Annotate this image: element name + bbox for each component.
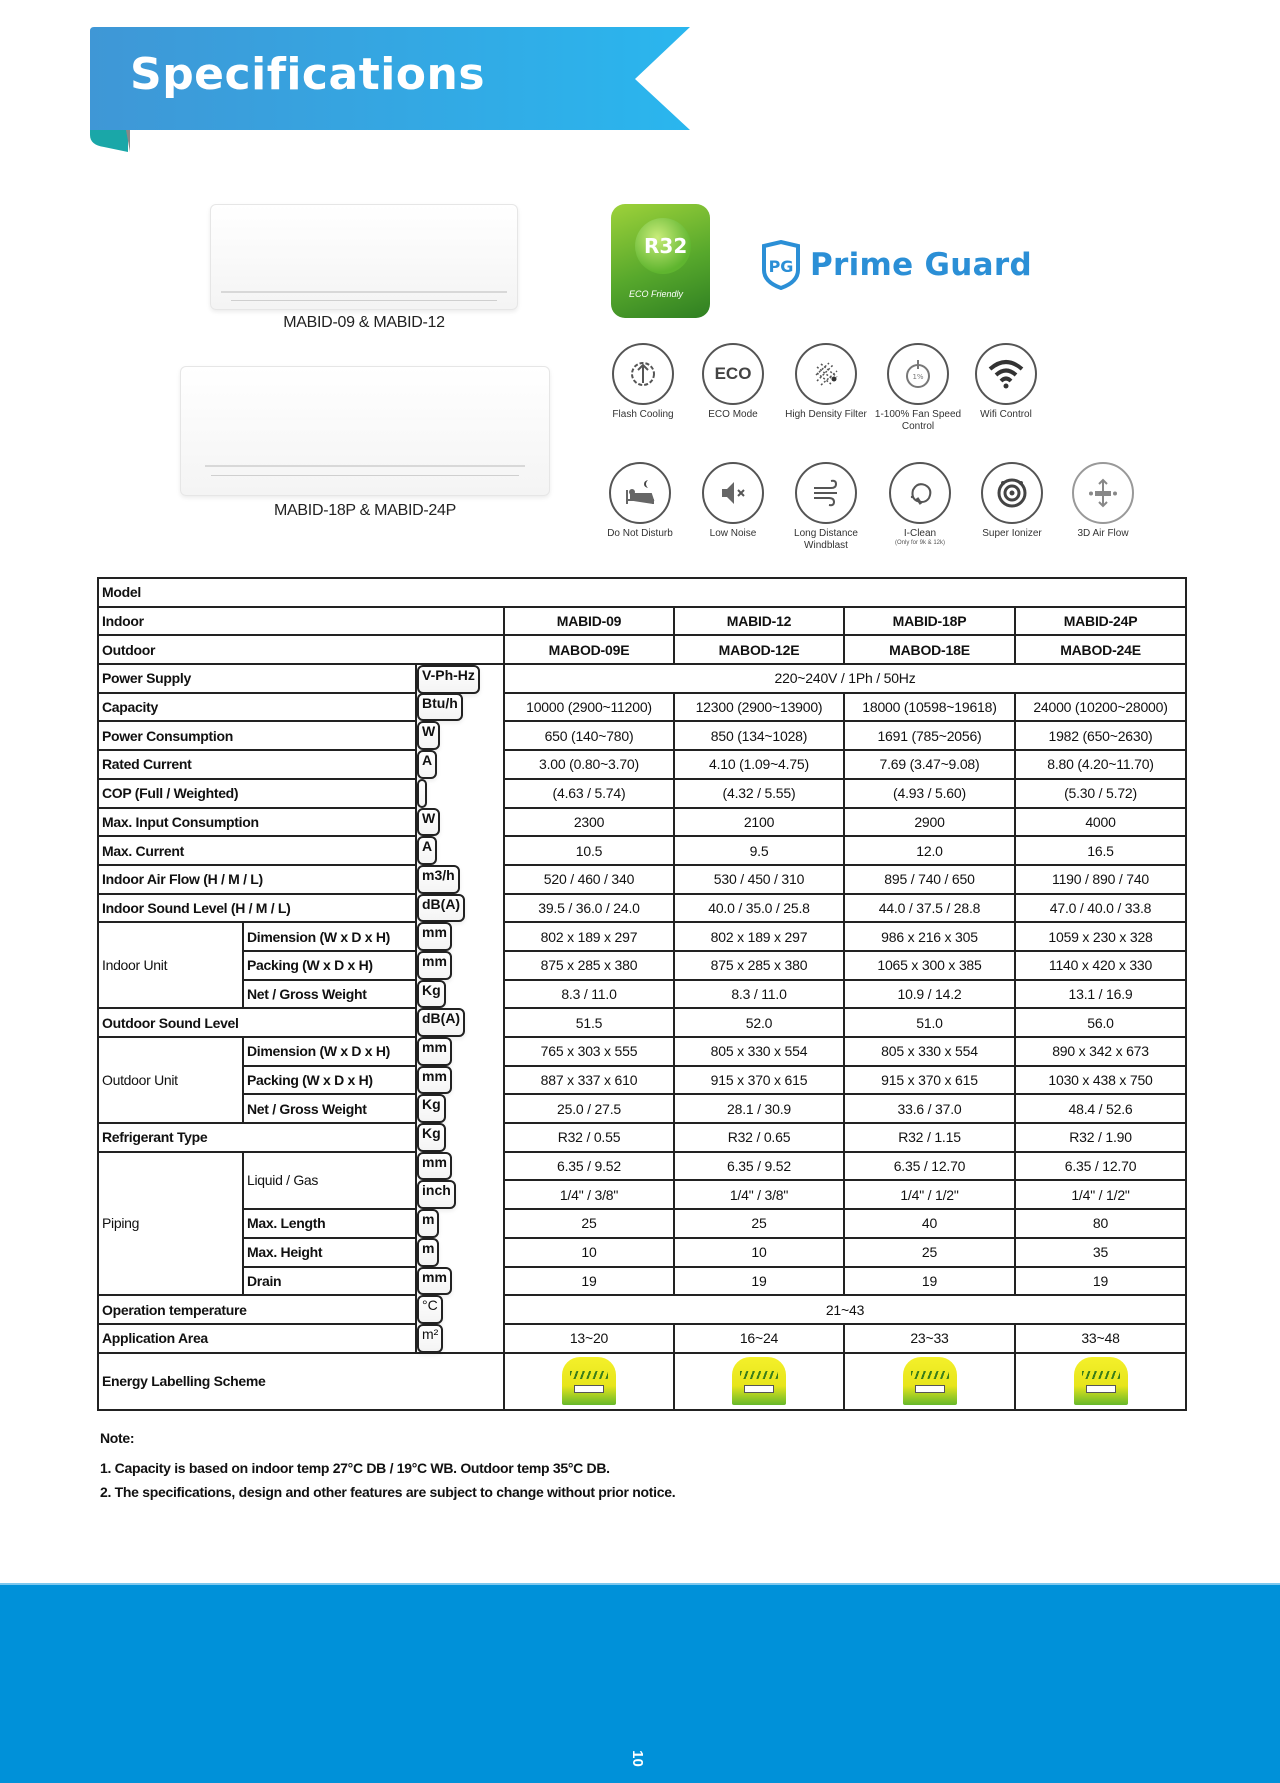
energy-label-icon — [562, 1357, 616, 1405]
brand-logo — [760, 240, 1032, 290]
outdoor-model: MABOD-09E — [504, 635, 674, 664]
svg-text:PG: PG — [768, 257, 794, 276]
ionizer-icon — [981, 462, 1043, 524]
outdoor-model: MABOD-24E — [1015, 635, 1186, 664]
svg-text:1%: 1% — [912, 373, 924, 381]
feature-low-noise — [683, 462, 783, 540]
r32-eco-badge — [611, 204, 710, 318]
feature-do-not-disturb — [590, 462, 690, 540]
feature-i-clean — [870, 462, 970, 547]
filter-icon — [795, 343, 857, 405]
feature-eco-mode — [683, 343, 783, 421]
table-row-piping: Piping Liquid / Gas mm 6.35 / 9.52 6.35 / 9.52 6.35 / 12.70 6.35 / 12.70 — [98, 1152, 1186, 1181]
section-banner — [90, 27, 690, 130]
indoor-model: MABID-12 — [674, 607, 844, 636]
feature-fan-speed — [868, 343, 968, 433]
table-row: inch 1/4" / 3/8" 1/4" / 3/8" 1/4" / 1/2" 1/4" / 1/2" — [98, 1180, 1186, 1209]
table-row-model — [98, 578, 1186, 607]
table-row-power-supply: Power Supply V-Ph-Hz 220~240V / 1Ph / 50Hz — [98, 664, 1186, 693]
table-row-outdoor-models: Outdoor MABOD-09E MABOD-12E MABOD-18E MABOD-24E — [98, 635, 1186, 664]
table-row-energy-label: Energy Labelling Scheme — [98, 1353, 1186, 1410]
product-label-large: MABID-18P & MABID-24P — [274, 502, 456, 519]
r32-text: R32 — [644, 234, 688, 258]
shield-icon — [760, 240, 802, 290]
feature-label: Low Noise — [709, 528, 757, 539]
feature-label: High Density Filter — [785, 409, 867, 420]
table-row: COP (Full / Weighted) (4.63 / 5.74) (4.32 / 5.55) (4.93 / 5.60) (5.30 / 5.72) — [98, 779, 1186, 808]
table-row: Max. Height m 10 10 25 35 — [98, 1238, 1186, 1267]
note-item: 1. Capacity is based on indoor temp 27°C DB / 19°C WB. Outdoor temp 35°C DB. — [100, 1460, 610, 1476]
table-row: Max. Current A 10.5 9.5 12.0 16.5 — [98, 836, 1186, 865]
indoor-unit-image-small — [210, 204, 518, 310]
feature-label: 3D Air Flow — [1077, 528, 1129, 539]
table-row: Drain mm 19 19 19 19 — [98, 1267, 1186, 1296]
table-row-outdoor-sound: Outdoor Sound Level dB(A) 51.5 52.0 51.0 56.0 — [98, 1008, 1186, 1037]
table-row: Net / Gross Weight Kg 25.0 / 27.5 28.1 / 30.9 33.6 / 37.0 48.4 / 52.6 — [98, 1094, 1186, 1123]
table-row: Packing (W x D x H) mm 887 x 337 x 610 915 x 370 x 615 915 x 370 x 615 1030 x 438 x 750 — [98, 1066, 1186, 1095]
feature-label: Long Distance Windblast — [794, 528, 858, 551]
feature-wifi-control — [956, 343, 1056, 421]
table-row-indoor-models: Indoor MABID-09 MABID-12 MABID-18P MABID-24P — [98, 607, 1186, 636]
feature-3d-air-flow — [1053, 462, 1153, 540]
table-row: Net / Gross Weight Kg 8.3 / 11.0 8.3 / 11.0 10.9 / 14.2 13.1 / 16.9 — [98, 980, 1186, 1009]
feature-flash-cooling — [593, 343, 693, 421]
indoor-model: MABID-18P — [844, 607, 1015, 636]
table-row-refrigerant: Refrigerant Type Kg R32 / 0.55 R32 / 0.65 R32 / 1.15 R32 / 1.90 — [98, 1123, 1186, 1152]
indoor-model: MABID-09 — [504, 607, 674, 636]
table-row: Max. Input Consumption W 2300 2100 2900 4000 — [98, 808, 1186, 837]
wifi-icon — [975, 343, 1037, 405]
table-row: Rated Current A 3.00 (0.80~3.70) 4.10 (1.09~4.75) 7.69 (3.47~9.08) 8.80 (4.20~11.70) — [98, 750, 1186, 779]
table-row-outdoor-unit: Outdoor Unit Dimension (W x D x H) mm 765 x 303 x 555 805 x 330 x 554 805 x 330 x 554 890 x 342 x 673 — [98, 1037, 1186, 1066]
brand-name: Prime Guard — [810, 247, 1032, 283]
energy-label-icon — [732, 1357, 786, 1405]
wind-icon — [795, 462, 857, 524]
page-footer — [0, 1583, 1280, 1783]
feature-label: I-Clean — [903, 528, 937, 539]
table-row: Packing (W x D x H) mm 875 x 285 x 380 875 x 285 x 380 1065 x 300 x 385 1140 x 420 x 330 — [98, 951, 1186, 980]
table-row-application-area: Application Area m² 13~20 16~24 23~33 33~48 — [98, 1324, 1186, 1353]
specifications-table — [97, 577, 1187, 1411]
table-row: Max. Length m 25 25 40 80 — [98, 1209, 1186, 1238]
product-label-small: MABID-09 & MABID-12 — [283, 314, 445, 331]
fan-speed-icon — [887, 343, 949, 405]
table-row-indoor-unit: Indoor Unit Dimension (W x D x H) mm 802 x 189 x 297 802 x 189 x 297 986 x 216 x 305 1059 x 230 x 328 — [98, 922, 1186, 951]
table-row: Indoor Air Flow (H / M / L) m3/h 520 / 460 / 340 530 / 450 / 310 895 / 740 / 650 1190 / 890 / 740 — [98, 865, 1186, 894]
feature-super-ionizer — [962, 462, 1062, 540]
energy-label-icon — [903, 1357, 957, 1405]
table-row: Power Consumption W 650 (140~780) 850 (134~1028) 1691 (785~2056) 1982 (650~2630) — [98, 721, 1186, 750]
eco-friendly-text: ECO Friendly — [629, 289, 684, 299]
airflow-3d-icon — [1072, 462, 1134, 524]
feature-label: 1-100% Fan Speed Control — [874, 409, 962, 432]
notes-section — [100, 1430, 675, 1508]
page-number: 10 — [628, 1750, 646, 1767]
page-title: Specifications — [130, 49, 486, 100]
note-item: 2. The specifications, design and other features are subject to change without prior notice. — [100, 1484, 676, 1500]
feature-label: Flash Cooling — [612, 409, 674, 420]
feature-label: Super Ionizer — [982, 528, 1042, 539]
outdoor-model: MABOD-18E — [844, 635, 1015, 664]
clean-icon — [889, 462, 951, 524]
feature-long-distance-windblast — [776, 462, 876, 552]
feature-label: Do Not Disturb — [607, 528, 673, 539]
feature-high-density-filter — [776, 343, 876, 421]
indoor-model: MABID-24P — [1015, 607, 1186, 636]
table-row: Indoor Sound Level (H / M / L) dB(A) 39.5 / 36.0 / 24.0 40.0 / 35.0 / 25.8 44.0 / 37.5 / 28.8 47.0 / 40.0 / 33.8 — [98, 894, 1186, 923]
indoor-unit-image-large — [180, 366, 550, 496]
feature-label: ECO Mode — [708, 409, 758, 420]
feature-label: Wifi Control — [980, 409, 1032, 420]
mute-icon — [702, 462, 764, 524]
table-row: Capacity Btu/h 10000 (2900~11200) 12300 (2900~13900) 18000 (10598~19618) 24000 (10200~28000) — [98, 693, 1186, 722]
feature-sublabel: (Only for 9k & 12k) — [894, 540, 945, 546]
table-row-operation-temperature: Operation temperature °C 21~43 — [98, 1295, 1186, 1324]
energy-label-icon — [1074, 1357, 1128, 1405]
bed-icon — [609, 462, 671, 524]
flash-cooling-icon — [612, 343, 674, 405]
notes-heading: Note: — [100, 1430, 135, 1446]
eco-mode-icon: ECO — [702, 343, 764, 405]
model-header: Model — [98, 578, 1186, 607]
outdoor-model: MABOD-12E — [674, 635, 844, 664]
